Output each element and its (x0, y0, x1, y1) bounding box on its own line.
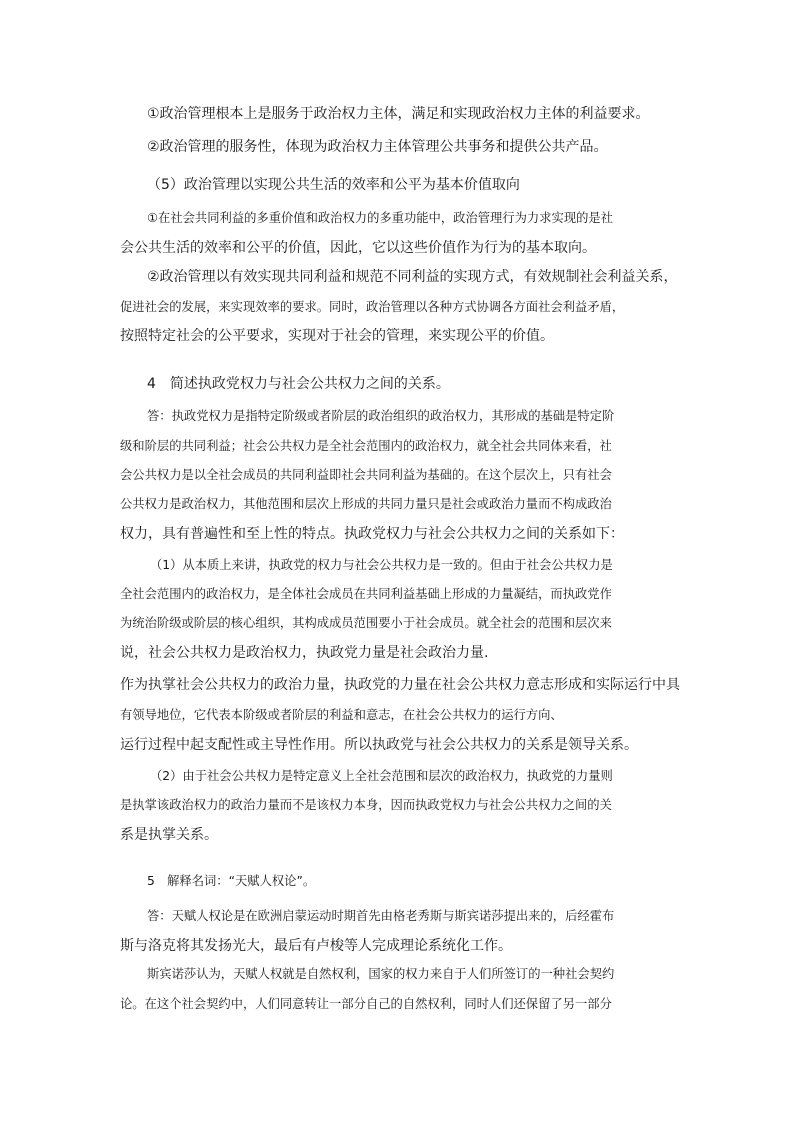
text-line: 答：执政党权力是指特定阶级或者阶层的政治组织的政治权力，其形成的基础是特定阶 (147, 409, 615, 423)
text-line: 斯与洛克将其发扬光大，最后有卢梭等人完成理论系统化工作。 (120, 938, 512, 954)
text-line: ①政治管理根本上是服务于政治权力主体，满足和实现政治权力主体的利益要求。 (147, 106, 650, 122)
text-line: 是执掌该政治权力的政治力量而不是该权力本身，因而执政党权力与社会公共权力之间的关 (120, 798, 612, 812)
text-line: 运行过程中起支配性或主导性作用。所以执政党与社会公共权力的关系是领导关系。 (120, 737, 638, 753)
text-line: 说，社会公共权力是政治权力，执政党力量是社会政治力量. (120, 645, 489, 661)
text-line: 为统治阶级或阶层的核心组织，其构成成员范围要小于社会成员。就全社会的范围和层次来 (120, 616, 612, 630)
text-line: 5 解释名词：“天赋人权论”。 (147, 874, 316, 888)
text-line: 会公共生活的效率和公平的价值，因此，它以这些价值作为行为的基本取向。 (120, 240, 596, 256)
text-line: 答：天赋人权论是在欧洲启蒙运动时期首先由格老秀斯与斯宾诺莎提出来的，后经霍布 (147, 909, 615, 923)
text-line: （1）从本质上来讲，执政党的权力与社会公共权力是一致的。但由于社会公共权力是 (150, 558, 613, 572)
text-line: 4 简述执政党权力与社会公共权力之间的关系。 (147, 376, 450, 392)
text-line: （5）政治管理以实现公共生活的效率和公平为基本价值取向 (147, 177, 520, 193)
text-line: 斯宾诺莎认为，天赋人权就是自然权利，国家的权力来自于人们所签订的一种社会契约 (147, 967, 615, 981)
text-line: 作为执掌社会公共权力的政治力量，执政党的力量在社会公共权力意志形成和实际运行中具 (120, 677, 680, 693)
text-line: 全社会范围内的政治权力，是全体社会成员在共同利益基础上形成的力量凝结，而执政党作 (120, 587, 612, 601)
text-line: ①在社会共同利益的多重价值和政治权力的多重功能中，政治管理行为力求实现的是社 (147, 211, 614, 225)
text-line: 级和阶层的共同利益；社会公共权力是全社会范围内的政治权力，就全社会共同体来看，社 (120, 439, 612, 453)
text-line: 有领导地位，它代表本阶级或者阶层的利益和意志，在社会公共权力的运行方向、 (120, 708, 563, 722)
text-line: 系是执掌关系。 (120, 827, 218, 843)
text-line: ②政治管理的服务性，体现为政治权力主体管理公共事务和提供公共产品。 (147, 139, 608, 155)
text-line: 公共权力是政治权力，其他范围和层次上形成的共同力量只是社会或政治力量而不构成政治 (120, 497, 612, 511)
text-line: 按照特定社会的公平要求，实现对于社会的管理，来实现公平的价值。 (120, 328, 554, 344)
text-line: 会公共权力是以全社会成员的共同利益即社会共同利益为基础的。在这个层次上，只有社会 (120, 468, 612, 482)
text-line: ②政治管理以有效实现共同利益和规范不同利益的实现方式，有效规制社会利益关系， (147, 269, 678, 285)
text-line: 权力，具有普遍性和至上性的特点。执政党权力与社会公共权力之间的关系如下： (120, 526, 624, 542)
text-line: 论。在这个社会契约中，人们同意转让一部分自己的自然权利，同时人们还保留了另一部分 (120, 997, 612, 1011)
text-line: 促进社会的发展，来实现效率的要求。同时，政治管理以各种方式协调各方面社会利益矛盾， (120, 300, 625, 314)
text-line: （2）由于社会公共权力是特定意义上全社会范围和层次的政治权力，执政党的力量则 (150, 769, 613, 783)
